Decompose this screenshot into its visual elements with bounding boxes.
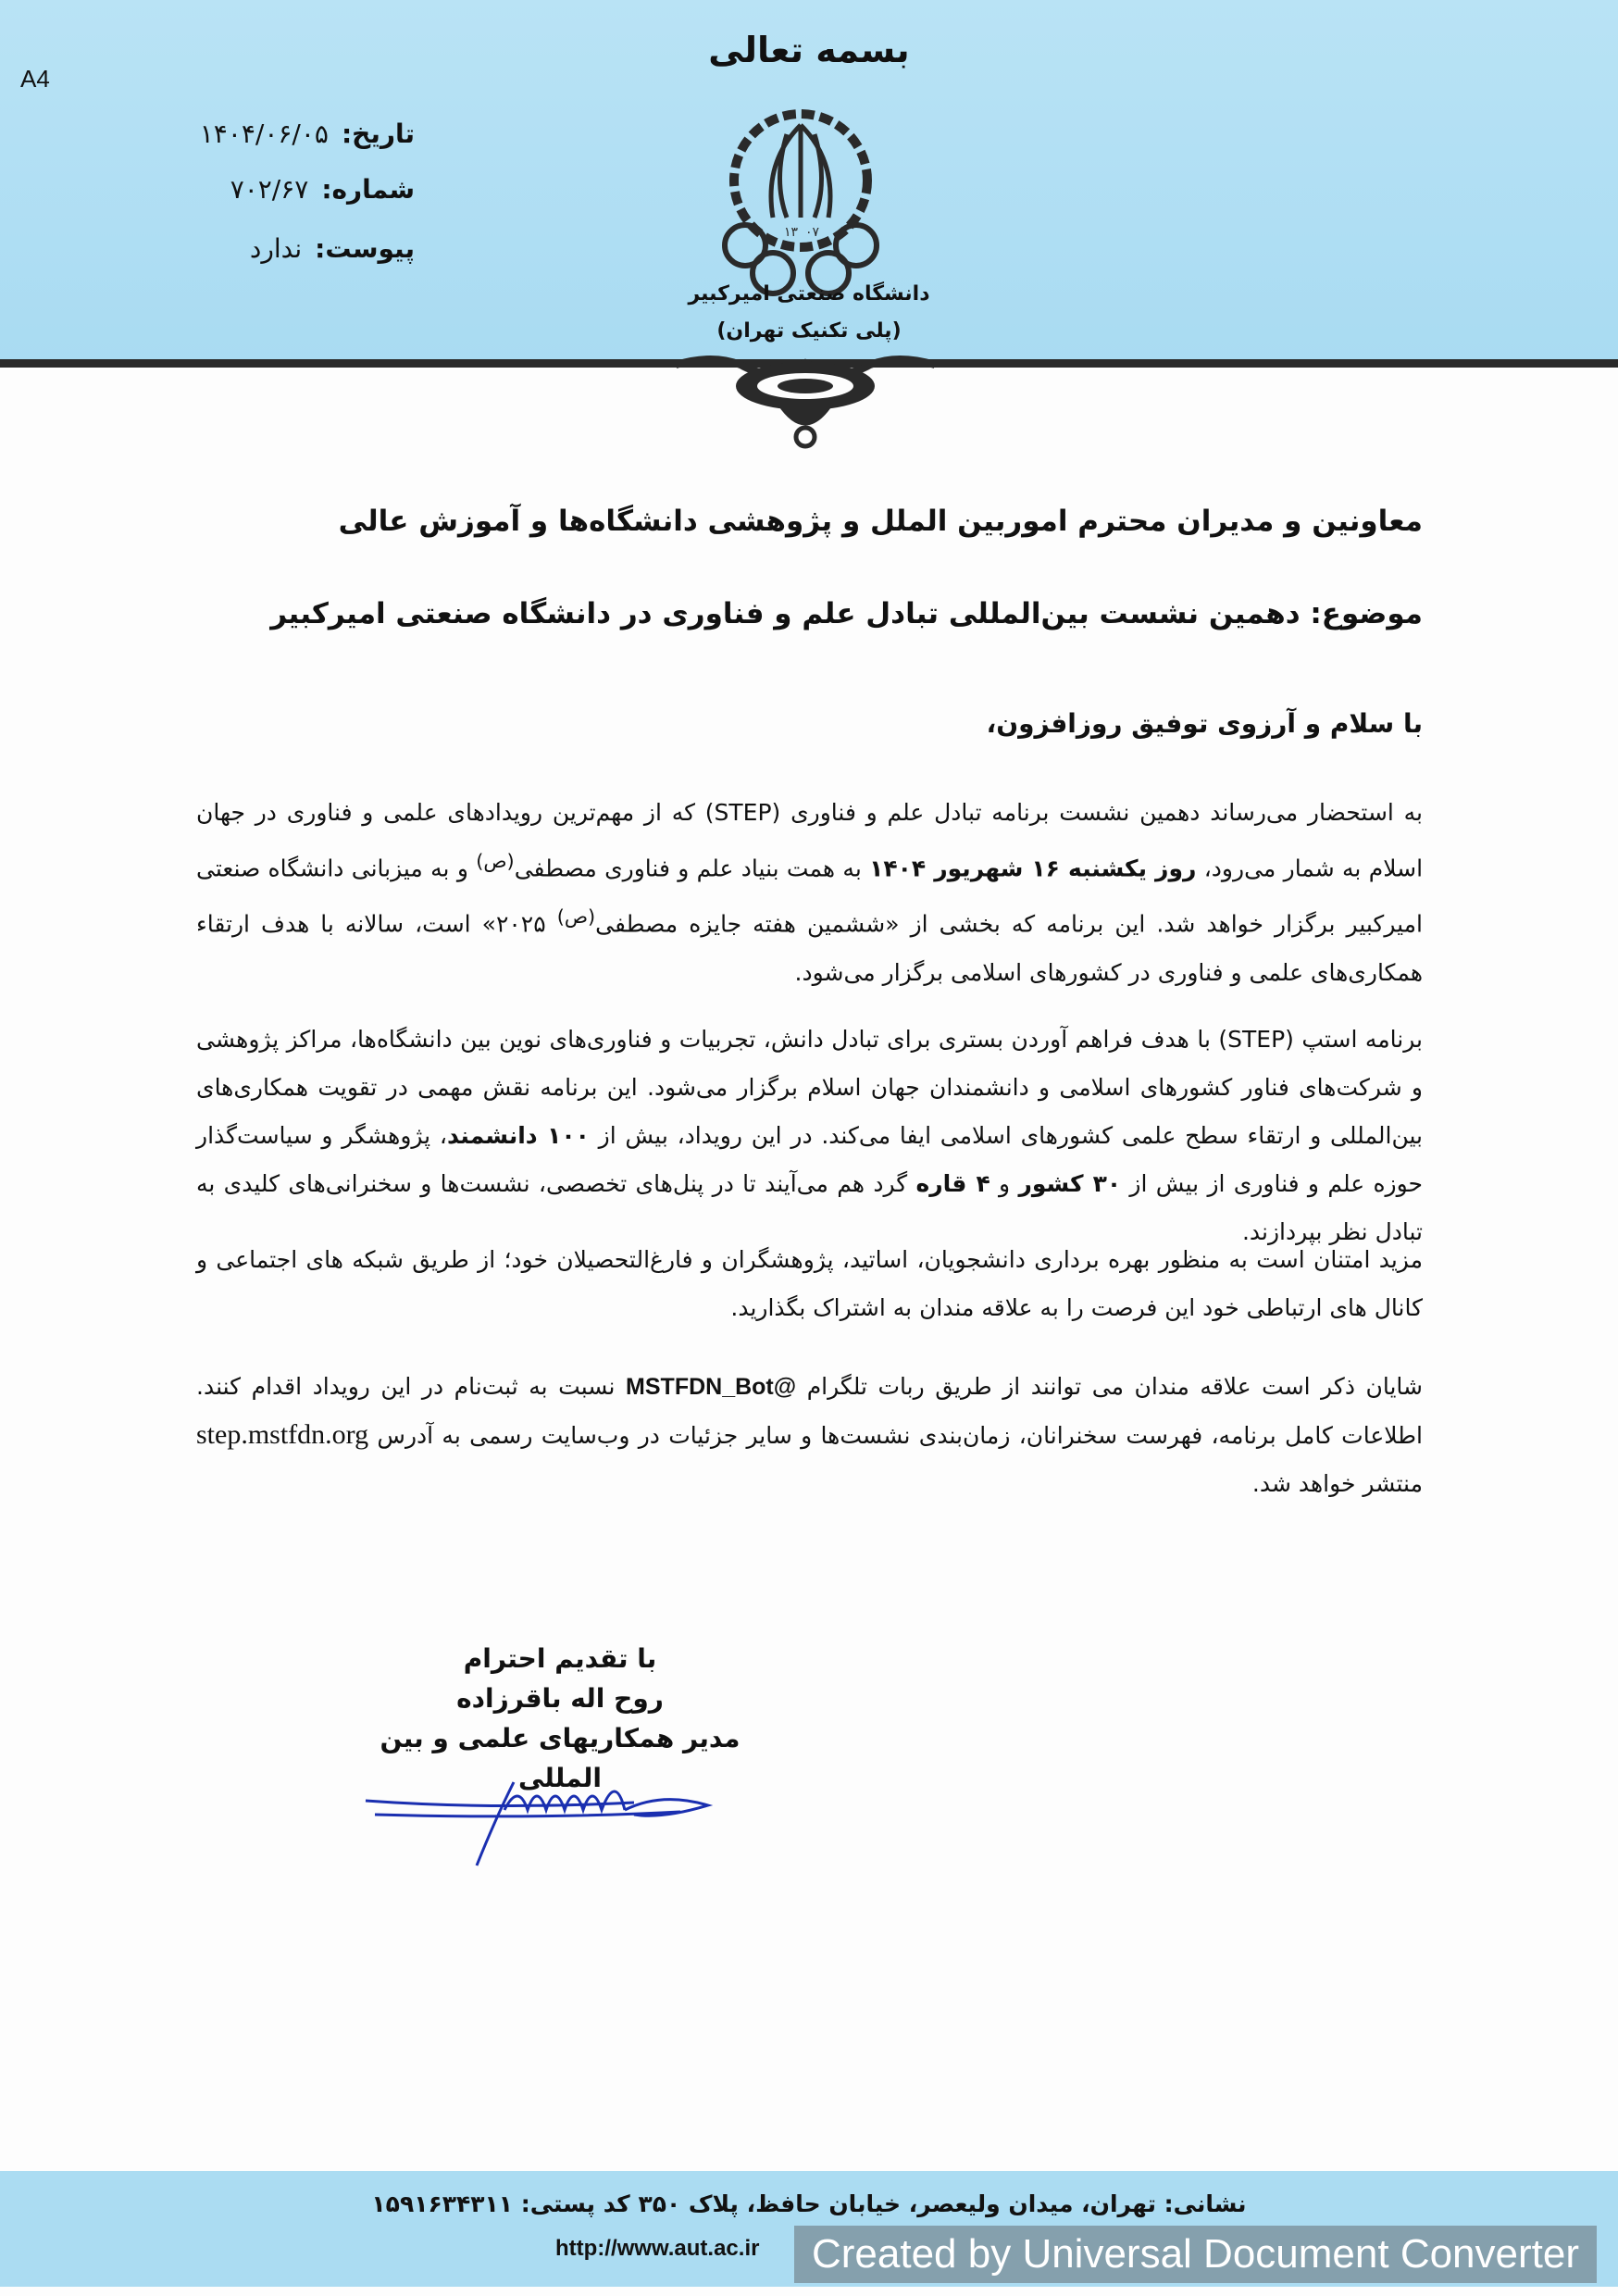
signer-name: روح اله باقرزاده	[456, 1683, 664, 1714]
p4-text: شایان ذکر است علاقه مندان می توانند از طریق ربات تلگرام	[796, 1373, 1423, 1400]
university-name: دانشگاه صنعتی امیرکبیر	[688, 282, 930, 306]
event-date: روز یکشنبه ۱۶ شهریور ۱۴۰۴	[869, 855, 1197, 882]
telegram-bot[interactable]: @MSTFDN_Bot	[626, 1374, 797, 1400]
p2-bold: ۴ قاره	[915, 1170, 990, 1197]
subject: موضوع: دهمین نشست بین‌المللی تبادل علم و فناوری در دانشگاه صنعتی امیرکبیر	[270, 597, 1423, 630]
p4-text: نسبت به ثبت‌نام در این رویداد اقدام کنند. اطلاعات کامل برنامه، فهرست سخنرانان، زمان‌بندی نشست‌ها و سایر جزئیات در وب‌سایت رسمی به آدرس	[196, 1373, 1423, 1449]
date-label: تاریخ:	[341, 119, 415, 149]
p1-text: ۲۰۲۵» است، سالانه با هدف ارتقاء همکاری‌های علمی و فناوری در کشورهای اسلامی برگزار می‌شود.	[196, 910, 1423, 986]
p2-text: ، پژوهشگر و سیاست‌گذار حوزه علم و فناوری از بیش از	[196, 1122, 1424, 1197]
p2-text: و	[989, 1170, 1019, 1197]
p4-text: منتشر خواهد شد.	[1251, 1470, 1423, 1497]
converter-watermark: Created by Universal Document Converter	[794, 2226, 1597, 2283]
closing: با تقدیم احترام	[463, 1643, 657, 1674]
paragraph-3: مزید امتنان است به منظور بهره برداری دانشجویان، اساتید، پژوهشگران و فارغ‌التحصیلان خود؛ از طریق شبکه های اجتماعی و کانال های ارتباطی خود این فرصت را به علاقه مندان به اشتراک بگذارید.	[196, 1246, 1423, 1321]
paragraph-4	[196, 1363, 1423, 1508]
website-link[interactable]: step.mstfdn.org	[196, 1419, 369, 1450]
number-label: شماره:	[321, 174, 415, 205]
date-value: ۱۴۰۴/۰۶/۰۵	[199, 119, 329, 149]
p1-text: به استحضار می‌رساند دهمین نشست برنامه تبادل علم و فناوری (STEP) که از مهم‌ترین رویدادهای علمی و فناوری در جهان اسلام به شمار می‌رود،	[196, 799, 1424, 882]
p1-sup: (ص)	[556, 905, 596, 929]
number-value: ۷۰۲/۶۷	[230, 174, 309, 205]
page-size-label: A4	[20, 65, 50, 93]
p1-text: و به میزبانی دانشگاه صنعتی امیرکبیر برگزار خواهد شد. این برنامه که بخشی از «ششمین هفته جایزه مصطفی	[196, 855, 1423, 938]
paragraph-1	[196, 789, 1423, 997]
p1-text: به همت بنیاد علم و فناوری مصطفی	[514, 855, 870, 882]
greeting: با سلام و آرزوی توفیق روزافزون،	[986, 708, 1423, 739]
attachment-label: پیوست:	[315, 233, 415, 264]
university-subtitle: (پلی تکنیک تهران)	[716, 319, 902, 343]
p2-text: گرد هم می‌آیند تا در پنل‌های تخصصی، نشست‌ها و سخنرانی‌های کلیدی به تبادل نظر بپردازند.	[196, 1170, 1423, 1245]
attachment-value: ندارد	[249, 233, 303, 264]
signer-title: مدیر همکاریهای علمی و بین المللی	[380, 1723, 741, 1793]
number-field	[230, 174, 415, 205]
university-logo-icon	[708, 106, 893, 301]
ornament-icon	[676, 344, 935, 455]
p2-text: برنامه استپ (STEP) با هدف فراهم آوردن بستری برای تبادل دانش، تجربیات و فناوری‌های نوین بین دانشگاه‌ها، مراکز پژوهشی و شرکت‌های فناور کشورهای اسلامی و دانشمندان جهان اسلام برگزار می‌شود. این برنامه نقش مهمی در تقویت همکاری‌های بین‌المللی و ارتقاء سطح علمی کشورهای اسلامی ایفا می‌کند. در این رویداد، بیش از	[196, 1026, 1424, 1149]
p2-bold: ۱۰۰ دانشمند	[446, 1122, 590, 1149]
signature-scribble-icon	[356, 1764, 745, 1875]
attachment-field	[250, 233, 415, 264]
footer-website[interactable]: http://www.aut.ac.ir	[555, 2236, 760, 2261]
logo-year-left: ۱۳	[784, 225, 799, 240]
recipient: معاونین و مدیران محترم اموربین الملل و پژوهشی دانشگاه‌ها و آموزش عالی	[338, 505, 1423, 538]
p2-bold: ۳۰ کشور	[1018, 1170, 1122, 1197]
p1-sup: (ص)	[476, 850, 515, 872]
date-field	[200, 119, 415, 149]
paragraph-2	[196, 1016, 1423, 1256]
bismillah: بسمه تعالی	[708, 30, 910, 70]
footer-address: نشانی: تهران، میدان ولیعصر، خیابان حافظ، پلاک ۳۵۰ کد پستی: ۱۵۹۱۶۳۴۳۱۱	[371, 2190, 1247, 2217]
logo-year-right: ۰۷	[805, 225, 820, 240]
